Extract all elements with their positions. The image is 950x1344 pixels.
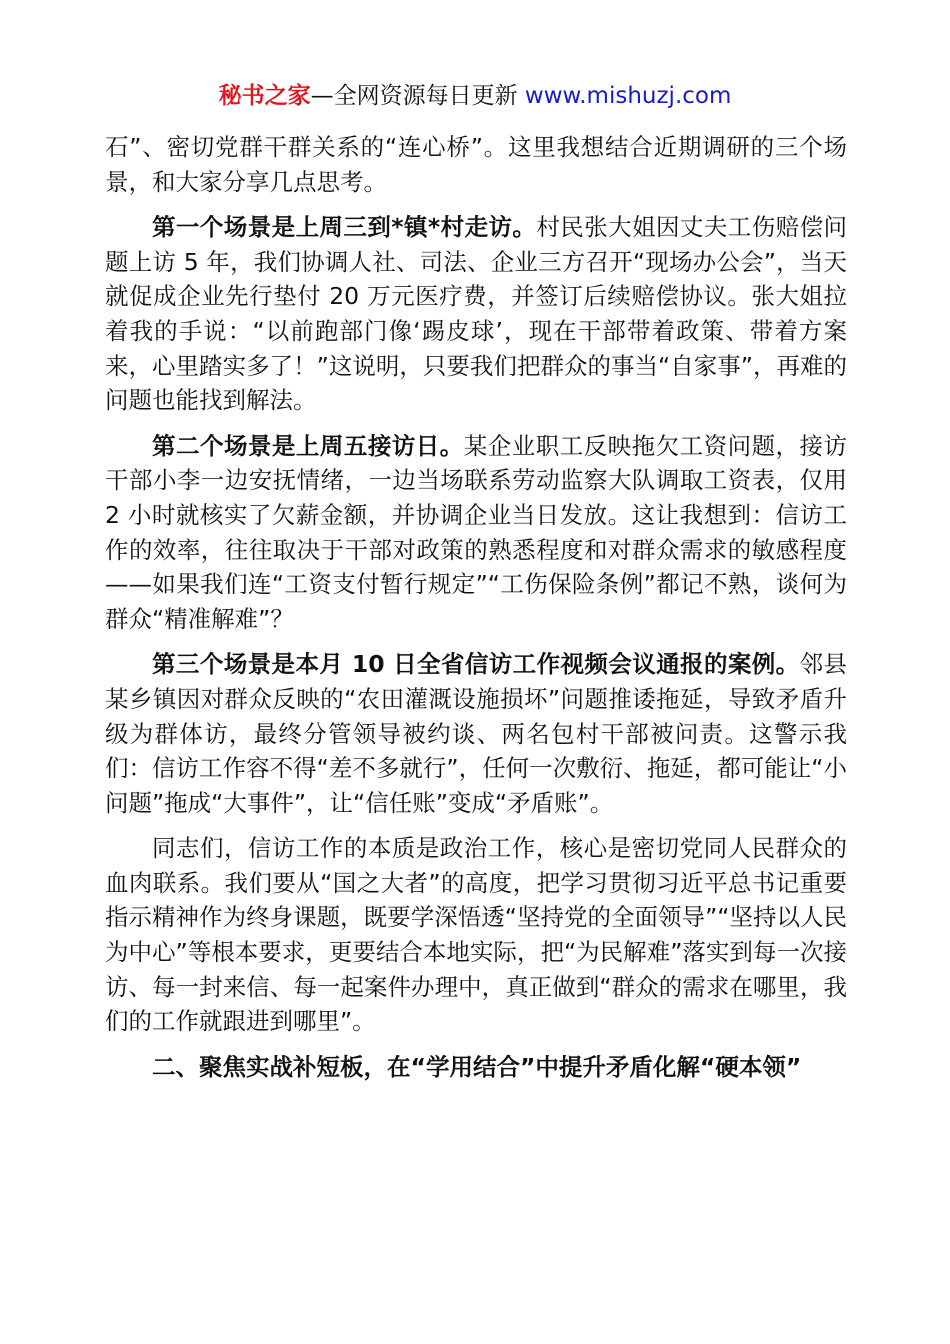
site-header: [0, 78, 950, 114]
paragraph-text: 邻县某乡镇因对群众反映的“农田灌溉设施损坏”问题推诿拖延，导致矛盾升级为群体访，最终分管领导被约谈、两名包村干部被问责。这警示我们：信访工作容不得“差不多就行”，任何一次敷衍、拖延，都可能让“小问题”拖成“大事件”，让“信任账”变成“矛盾账”。: [105, 650, 848, 817]
paragraph-scene-3: [105, 647, 847, 820]
paragraph-text: 村民张大姐因丈夫工伤赔偿问题上访 5 年，我们协调人社、司法、企业三方召开“现场办公会”，当天就促成企业先行垫付 20 万元医疗费，并签订后续赔偿协议。张大姐拉着我的手说：“以前跑部门像‘踢皮球’，现在干部带着政策、带着方案来，心里踏实多了！”这说明，只要我们把群众的事当“自家事”，再难的问题也能找到解法。: [105, 213, 847, 415]
section-heading: 二、聚焦实战补短板，在“学用结合”中提升矛盾化解“硬本领”: [152, 1052, 802, 1081]
document-body: [105, 130, 847, 1084]
paragraph-continuation: [105, 130, 847, 199]
paragraph-lead: 第二个场景是上周五接访日。: [152, 431, 464, 460]
paragraph-summary: [105, 831, 847, 1039]
paragraph-scene-1: [105, 210, 847, 418]
site-tagline: —全网资源每日更新: [310, 83, 525, 109]
site-brand: 秘书之家: [218, 83, 311, 109]
paragraph-text: 同志们，信访工作的本质是政治工作，核心是密切党同人民群众的血肉联系。我们要从“国之大者”的高度，把学习贯彻习近平总书记重要指示精神作为终身课题，既要学深悟透“坚持党的全面领导”“坚持以人民为中心”等根本要求，更要结合本地实际，把“为民解难”落实到每一次接访、每一封来信、每一起案件办理中，真正做到“群众的需求在哪里，我们的工作就跟进到哪里”。: [105, 834, 847, 1036]
paragraph-lead: 第一个场景是上周三到*镇*村走访。: [152, 213, 537, 242]
site-url-link[interactable]: www.mishuzj.com: [524, 83, 732, 109]
paragraph-text: 石”、密切党群干群关系的“连心桥”。这里我想结合近期调研的三个场景，和大家分享几点思考。: [105, 133, 847, 196]
paragraph-text: 某企业职工反映拖欠工资问题，接访干部小李一边安抚情绪，一边当场联系劳动监察大队调取工资表，仅用 2 小时就核实了欠薪金额，并协调企业当日发放。这让我想到：信访工作的效率，往往取决于干部对政策的熟悉程度和对群众需求的敏感程度——如果我们连“工资支付暂行规定”“工伤保险条例”都记不熟，谈何为群众“精准解难”？: [105, 431, 848, 633]
paragraph-scene-2: [105, 429, 847, 637]
paragraph-lead: 第三个场景是本月 10 日全省信访工作视频会议通报的案例。: [152, 650, 800, 679]
